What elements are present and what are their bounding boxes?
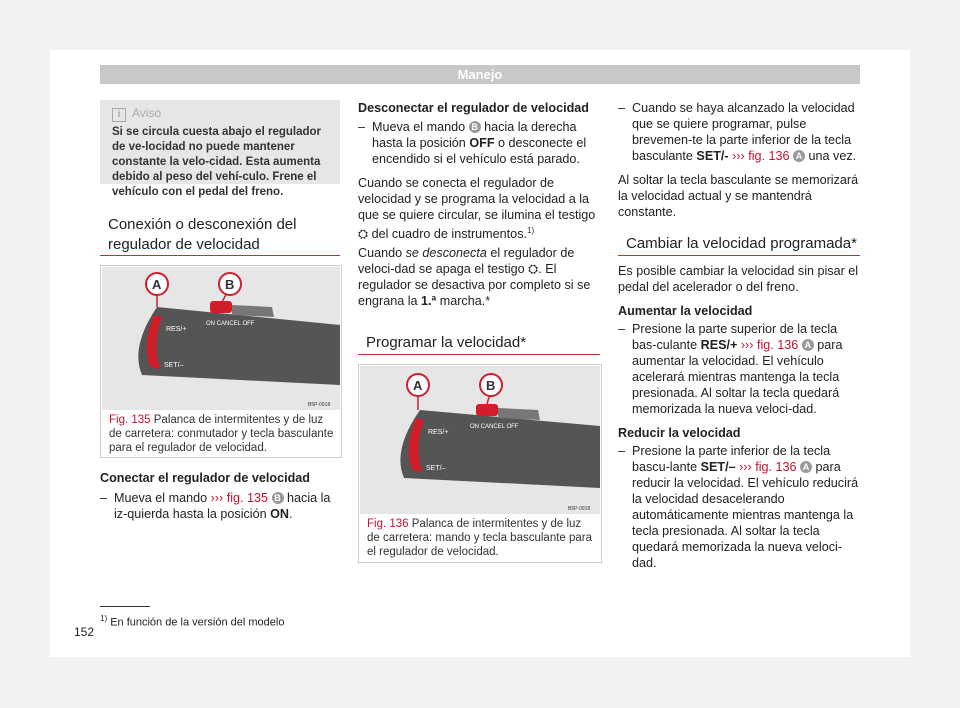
stalk-illustration [102,267,340,410]
figure-135 [100,265,342,458]
section-conexion [108,215,340,255]
section-rule [100,255,340,256]
list-item: – Presione la parte superior de la tecla bas-culante RES/+ ››› fig. 136 A para aumentar la velocidad. El vehículo acelerará mientras mantenga la tecla presionada. Al soltar la tecla quedará memorizada la nueva veloci-dad. [618,321,860,417]
paragraph: Cuando se conecta el regulador de velocidad y se programa la velocidad a la que se quiere circular, se ilumina el testigo ⛭ del cuadro de instrumentos.$^{1)}$ [358,176,596,242]
callout-badge: B [469,121,481,133]
warning-box [100,100,340,198]
warning-text: Si se circula cuesta abajo el regulador de ve-locidad no puede mantener constante la velo-cidad. Esta aumenta debido al peso del vehí-culo. Frene el vehículo con el pedal del freno. [112,126,322,198]
callout-badge: A [802,339,814,351]
footnote-rule [100,606,150,607]
subheading: Desconectar el regulador de velocidad [358,101,589,115]
subheading: Aumentar la velocidad [618,304,753,318]
figure-link[interactable]: fig. 136 [756,338,799,352]
figure-label: Fig. 135 [109,414,151,426]
svg-text:B: B [486,378,496,393]
figure-caption [367,517,595,559]
list-item: – Mueva el mando B hacia la derecha hasta la posición OFF o desconecte el encendido si el vehículo está parado. [358,119,600,167]
svg-text:RES/+: RES/+ [428,429,449,436]
section-title: Programar la velocidad* [366,334,527,351]
figure-136 [358,364,602,563]
figure-label: Fig. 136 [367,518,409,530]
subheading: Reducir la velocidad [618,426,741,440]
disconnect-block [358,100,600,309]
svg-text:SET/–: SET/– [164,362,184,369]
paragraph: Es posible cambiar la velocidad sin pisar el pedal del acelerador o del freno. [618,264,859,294]
callout-badge: B [272,492,284,504]
svg-text:B: B [225,277,235,292]
warning-header [112,105,161,122]
svg-text:RES/+: RES/+ [166,326,187,333]
warning-label: Aviso [132,106,162,120]
caption-text: Palanca de intermitentes y de luz de carretera: mando y tecla basculante para el regulador de velocidad. [367,518,593,558]
figure-caption [109,413,335,455]
figure-link[interactable]: fig. 136 [755,460,797,474]
stalk-illustration [360,366,600,514]
footnote: $^{1)}$ En función de la versión del modelo [100,614,285,629]
connect-block [100,470,340,522]
list-item: – Presione la parte inferior de la tecla bascu-lante SET/– ››› fig. 136 A para reducir la velocidad. El vehículo reducirá la velocidad desacelerando automáticamente mientras mantenga la tecla presionada. Al soltar la tecla quedará memorizada la nueva veloci-dad. [618,443,860,571]
svg-text:ON CANCEL OFF: ON CANCEL OFF [206,321,255,327]
section-cambiar [626,234,860,254]
caption-text: Palanca de intermitentes y de luz de carretera: conmutador y tecla basculante para el regulador de velocidad. [109,414,334,454]
svg-text:ON CANCEL OFF: ON CANCEL OFF [470,424,519,430]
svg-text:A: A [152,277,162,292]
section-rule [618,255,860,256]
figure-link[interactable]: fig. 136 [748,149,790,163]
list-item: – Cuando se haya alcanzado la velocidad que se quiere programar, pulse brevemen-te la parte inferior de la tecla basculante SET/- ››› fig. 136 A una vez. [618,100,860,164]
list-item: – Mueva el mando ››› fig. 135 B hacia la iz-quierda hasta la posición ON. [100,490,340,522]
page-header: Manejo [100,65,860,84]
svg-text:B5P-0918: B5P-0918 [568,506,591,512]
change-block [618,263,860,571]
paragraph: Cuando se desconecta el regulador de veloci-dad se apaga el testigo ⛭. El regulador se desactiva por completo si se engrana la 1.ª marcha.* [358,246,591,309]
callout-badge: A [793,150,805,162]
section-title: Cambiar la velocidad programada* [626,235,857,252]
paragraph: Al soltar la tecla basculante se memorizará la velocidad actual y se mantendrá constante. [618,173,859,219]
subheading: Conectar el regulador de velocidad [100,471,310,485]
callout-badge: A [800,461,812,473]
svg-text:B5P-0918: B5P-0918 [308,402,331,408]
figure-link[interactable]: fig. 135 [226,491,269,505]
section-rule [358,354,600,355]
section-programar [366,333,600,353]
page-number: 152 [74,625,95,639]
section-title: Conexión o desconexión del regulador de velocidad [108,216,297,253]
svg-text:SET/–: SET/– [426,465,446,472]
info-icon: i [112,108,126,122]
program-block [618,100,860,220]
svg-text:A: A [413,378,423,393]
